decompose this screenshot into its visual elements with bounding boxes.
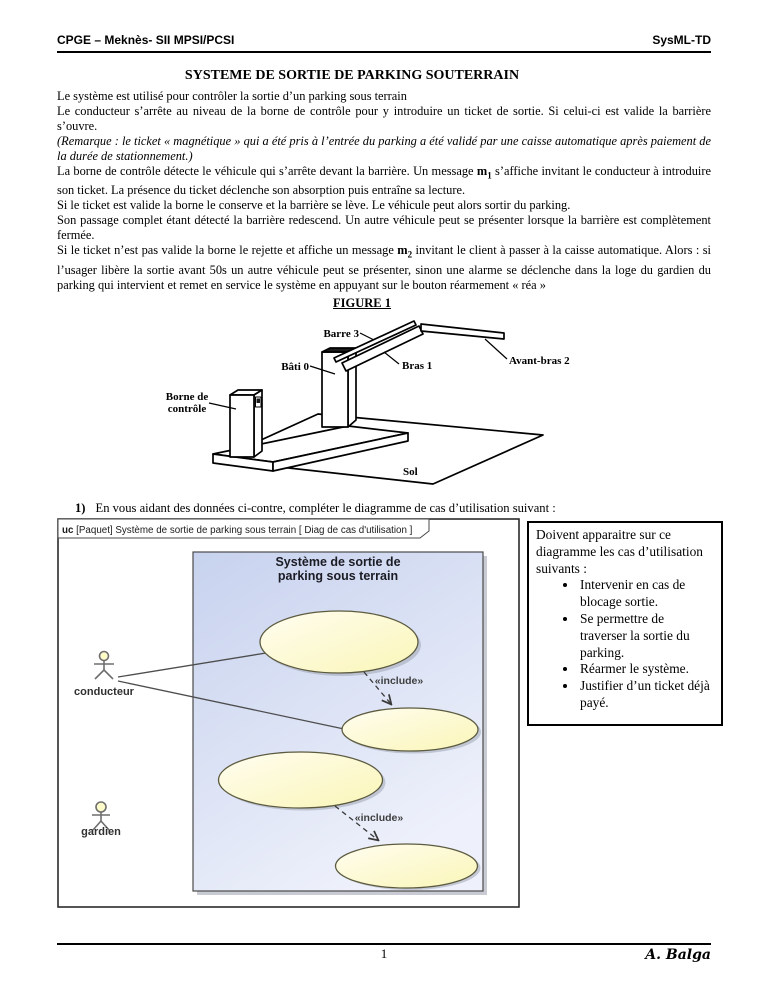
kiosk-front — [230, 395, 254, 457]
leader-bras1 — [384, 352, 399, 364]
usecase-diagram-area — [57, 518, 711, 910]
paragraph-ticket-invalide — [57, 243, 711, 292]
leader-avantbras2 — [485, 339, 507, 359]
message-m1: $m_1$ — [476, 164, 492, 181]
message-m2: $m_2$ — [397, 243, 413, 260]
label-avantbras2: Avant-bras 2 — [509, 354, 570, 367]
note-list — [536, 577, 714, 711]
figure1-barrier-drawing — [163, 312, 613, 500]
figure-caption: FIGURE 1 — [333, 295, 391, 310]
usecase3-ellipse — [219, 752, 383, 808]
header-right: SysML-TD — [652, 33, 711, 47]
actor-gardien-label: gardien — [81, 825, 121, 838]
note-item: • Se permettre de traverser la sortie du parking. — [578, 611, 714, 661]
question-text: En vous aidant des données ci-contre, compléter le diagramme de cas d’utilisation suivant : — [95, 500, 556, 515]
note-intro: Doivent apparaitre sur ce diagramme les cas d’utilisation suivants : — [536, 526, 703, 576]
page-number: 1 — [380, 946, 388, 961]
actor-gardien-head — [96, 802, 106, 812]
kiosk-screen — [257, 398, 261, 403]
note-item: • Réarmer le système. — [578, 661, 714, 678]
frame-tab-label: uc [Paquet] Système de sortie de parking sous terrain [ Diag de cas d'utilisation ] — [62, 524, 413, 536]
page-footer — [57, 943, 711, 962]
label-barre3: Barre 3 — [323, 327, 359, 340]
paragraph-conducteur: Le conducteur s’arrête au niveau de la borne de contrôle pour y introduire un ticket de sortie. Si celui-ci est valide la barrière s’ouvre. — [57, 104, 711, 133]
paragraph-intro: Le système est utilisé pour contrôler la sortie d’un parking sous terrain — [57, 89, 407, 103]
include1-label: «include» — [374, 674, 424, 687]
usecase1-ellipse — [260, 611, 418, 673]
label-sol: Sol — [403, 465, 418, 478]
include2-label: «include» — [354, 811, 404, 824]
paragraph-passage: Son passage complet étant détecté la barrière redescend. Un autre véhicule peut se présenter lorsque la barrière est complètement fermée. — [57, 213, 711, 243]
paragraph-remark: (Remarque : le ticket « magnétique » qui a été pris à l’entrée du parking a été validé par une caisse automatique après paiement de la durée de stationnement.) — [57, 134, 711, 163]
paragraph-borne — [57, 164, 711, 198]
paragraph-borne-text2: s’affiche invitant le conducteur à introduire son ticket. La présence du ticket déclenche son absorption puis entraîne sa lecture. — [57, 164, 712, 198]
label-borne-line1: Borne de — [165, 390, 209, 403]
leader-barre3 — [360, 333, 374, 340]
page-header — [57, 33, 711, 53]
avantbras2-forearm — [421, 324, 504, 339]
requirements-note-box — [527, 521, 723, 726]
paragraph-ticket-valide: Si le ticket est valide la borne le conserve et la barrière se lève. Le véhicule peut alors sortir du parking. — [57, 198, 571, 213]
question-line — [57, 501, 711, 515]
question-number: 1) — [75, 500, 86, 515]
usecase-diagram — [57, 518, 521, 910]
label-bras1: Bras 1 — [402, 359, 433, 372]
usecase2-ellipse — [342, 708, 478, 751]
page-content — [57, 62, 711, 910]
system-title-line1: Système de sortie de — [275, 554, 401, 569]
note-item: • Justifier d’un ticket déjà payé. — [578, 678, 714, 712]
system-title-line2: parking sous terrain — [277, 568, 399, 583]
paragraph-invalide-text: Si le ticket n’est pas valide la borne le rejette et affiche un message — [57, 243, 398, 258]
note-item: • Intervenir en cas de blocage sortie. — [578, 577, 714, 611]
label-bati0: Bâti 0 — [281, 360, 309, 373]
paragraph-invalide-text2: invitant le client à passer à la caisse automatique. Alors : si l’usager libère la sortie avant 50s un autre véhicule peut se présenter, sinon une alarme se déclenche dans la loge du gardien du parking qui intervient et remet en service le système en appuyant sur le bouton réarmement « réa » — [57, 243, 711, 292]
header-left: CPGE – Meknès- SII MPSI/PCSI — [57, 33, 235, 47]
usecase4-ellipse — [336, 844, 478, 888]
actor-conducteur-label: conducteur — [74, 685, 134, 698]
paragraph-borne-text: La borne de contrôle détecte le véhicule qui s’arrête devant la barrière. Un message — [57, 164, 477, 178]
label-borne-line2: contrôle — [167, 402, 207, 415]
actor-conducteur-head — [100, 651, 109, 660]
author-signature: A. Balga — [645, 947, 711, 963]
document-title: SYSTEME DE SORTIE DE PARKING SOUTERRAIN — [184, 68, 520, 83]
